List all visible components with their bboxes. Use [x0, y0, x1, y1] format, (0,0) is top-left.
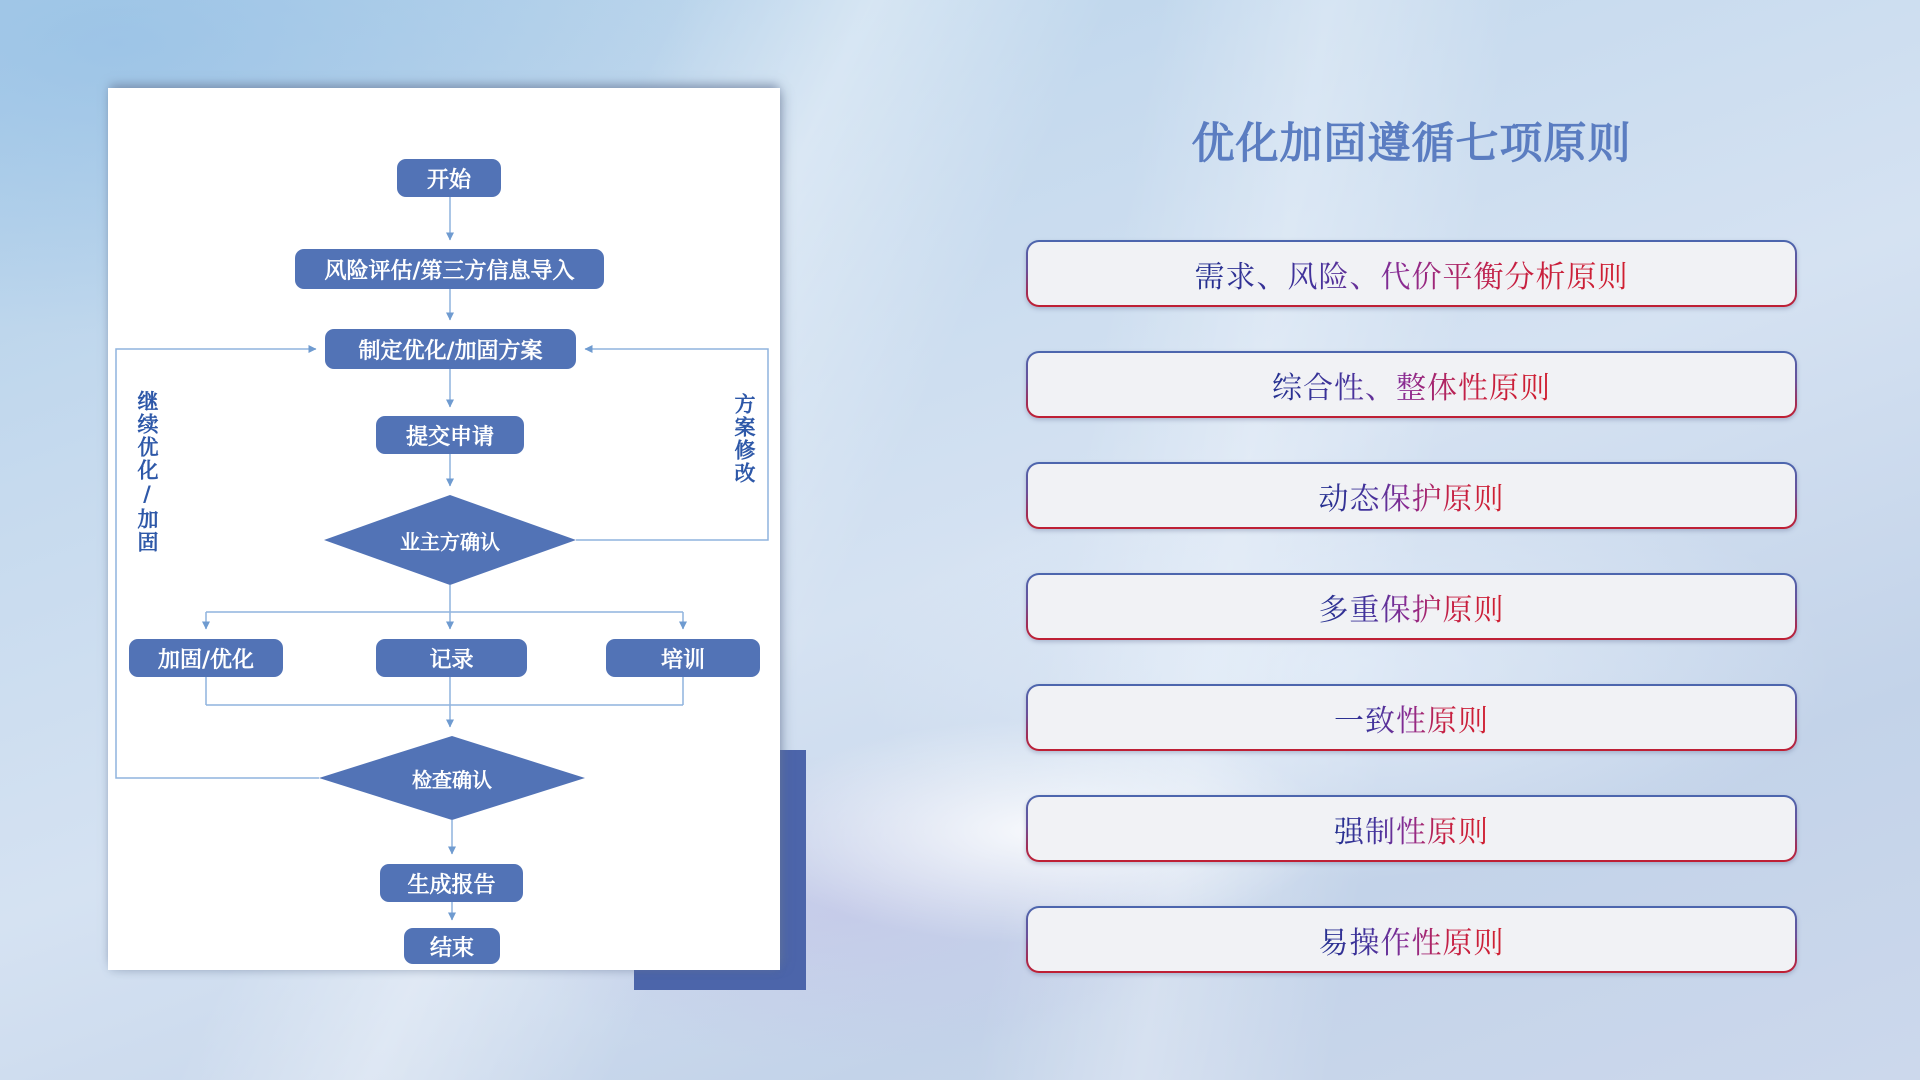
principle-box — [1026, 462, 1797, 529]
flow-node-make-plan: 制定优化/加固方案 — [325, 329, 576, 369]
loop-label-continue-optimize: 继续优化/加固 — [135, 390, 159, 554]
principle-text: 易操作性原则 — [1319, 918, 1505, 962]
principle-text: 强制性原则 — [1334, 807, 1489, 851]
principle-box-inner — [1028, 353, 1795, 416]
flow-node-generate-report: 生成报告 — [380, 864, 523, 902]
principle-box — [1026, 795, 1797, 862]
flow-node-submit-application: 提交申请 — [376, 416, 524, 454]
principle-box — [1026, 351, 1797, 418]
flowchart-card — [108, 88, 780, 970]
principle-text: 多重保护原则 — [1319, 585, 1505, 629]
principle-text: 一致性原则 — [1334, 696, 1489, 740]
principle-box — [1026, 906, 1797, 973]
page-title: 优化加固遵循七项原则 — [1191, 119, 1632, 169]
principle-box-inner — [1028, 575, 1795, 638]
principle-text: 动态保护原则 — [1319, 474, 1505, 518]
flow-node-check-confirm-label: 检查确认 — [412, 767, 492, 792]
principle-box-inner — [1028, 908, 1795, 971]
principle-box — [1026, 573, 1797, 640]
principle-box — [1026, 240, 1797, 307]
flow-node-training: 培训 — [606, 639, 760, 677]
principle-list — [1026, 240, 1797, 973]
flow-node-owner-confirm-label: 业主方确认 — [400, 529, 500, 554]
principle-text: 综合性、整体性原则 — [1272, 363, 1551, 407]
principle-box-inner — [1028, 797, 1795, 860]
flow-node-start: 开始 — [397, 159, 501, 197]
principle-text: 需求、风险、代价平衡分析原则 — [1195, 252, 1629, 296]
flow-node-end: 结束 — [404, 928, 500, 964]
principle-box — [1026, 684, 1797, 751]
flow-node-record: 记录 — [376, 639, 527, 677]
principle-box-inner — [1028, 242, 1795, 305]
principle-box-inner — [1028, 686, 1795, 749]
flow-node-reinforce-optimize: 加固/优化 — [129, 639, 283, 677]
loop-label-plan-modify: 方案修改 — [732, 393, 756, 485]
principle-box-inner — [1028, 464, 1795, 527]
flow-node-risk-assessment: 风险评估/第三方信息导入 — [295, 249, 604, 289]
